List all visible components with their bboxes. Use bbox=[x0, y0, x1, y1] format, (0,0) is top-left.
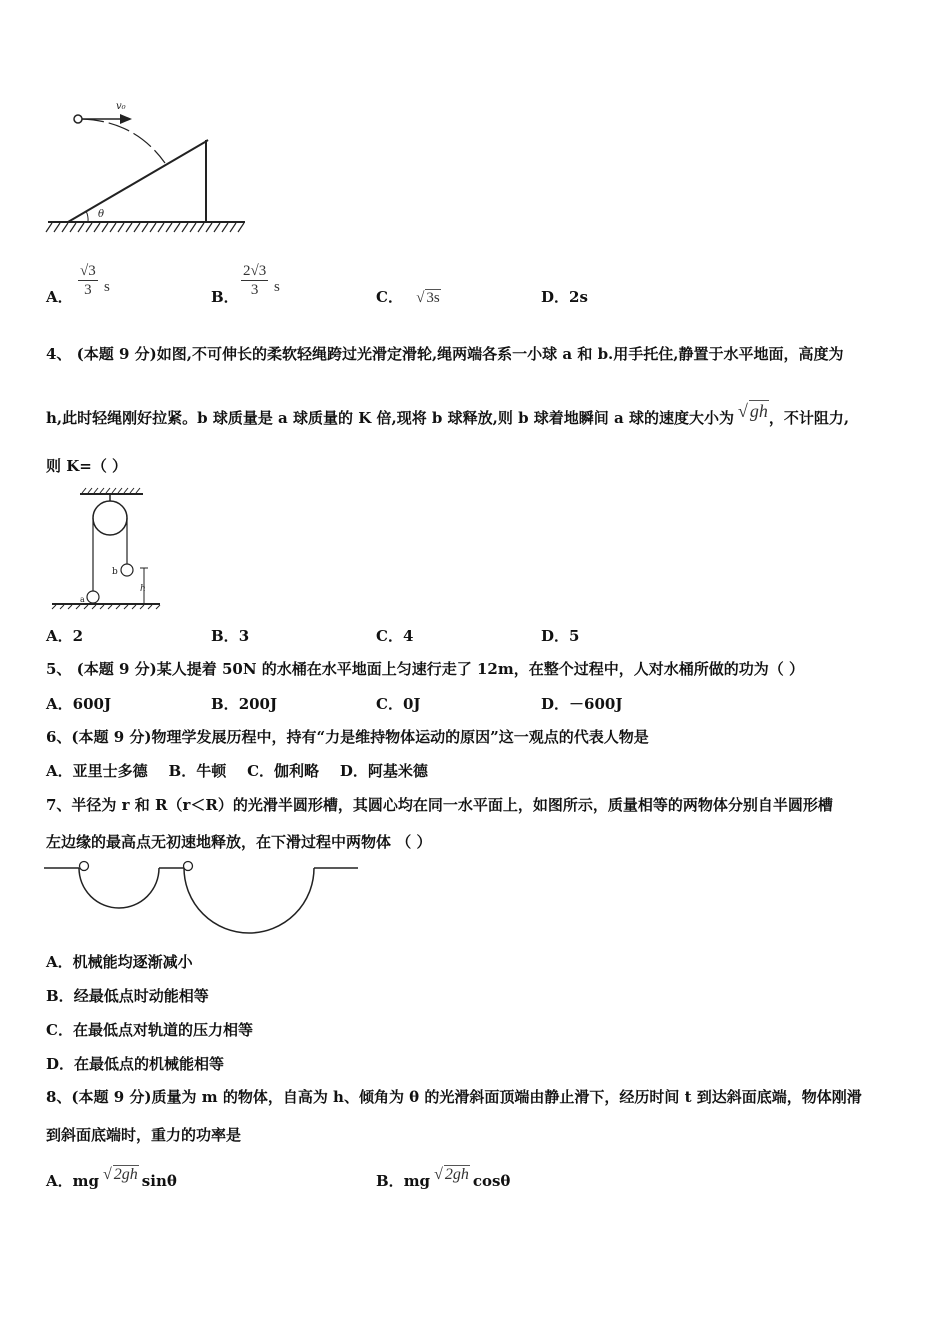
q4-option-a[interactable]: A．2 bbox=[46, 627, 84, 645]
angle-arc bbox=[86, 211, 88, 222]
ball-a-label: a bbox=[80, 595, 85, 604]
small-groove bbox=[79, 868, 159, 908]
q4-option-b[interactable]: B．3 bbox=[211, 627, 250, 645]
q5-option-d[interactable]: D．－600J bbox=[541, 695, 623, 713]
fraction: $\frac{√3}{3}$ bbox=[80, 263, 96, 298]
q3-incline-figure bbox=[40, 95, 255, 240]
q3-option-c[interactable]: C． √ 3s bbox=[376, 288, 440, 306]
q7-option-a[interactable]: A．机械能均逐渐减小 bbox=[46, 953, 193, 971]
incline-slope bbox=[68, 142, 205, 222]
large-object bbox=[184, 862, 193, 871]
q7-semicircle-figure bbox=[44, 858, 362, 938]
q7-stem-line1: 7、半径为 r 和 R（r＜R）的光滑半圆形槽，其圆心均在同一水平面上，如图所示，质量相等的两物体分别自半圆形槽 bbox=[46, 796, 833, 814]
sqrt-gh: √ gh bbox=[737, 401, 768, 421]
ball-a bbox=[87, 591, 99, 603]
q3-option-d[interactable]: D．2s bbox=[541, 288, 588, 306]
trajectory bbox=[82, 119, 165, 163]
theta-label: θ bbox=[98, 209, 105, 220]
ground-hatching bbox=[46, 223, 244, 232]
ball bbox=[74, 115, 82, 123]
fraction: $\frac{2√3}{3}$ bbox=[243, 263, 267, 298]
ball-b-label: b bbox=[112, 567, 118, 577]
sqrt-2gh: √ 2gh bbox=[434, 1166, 469, 1183]
height-label: h bbox=[140, 584, 146, 594]
q5-option-c[interactable]: C．0J bbox=[376, 695, 421, 713]
q8-stem-line2: 到斜面底端时，重力的功率是 bbox=[46, 1126, 242, 1144]
small-object bbox=[80, 862, 89, 871]
q7-option-b[interactable]: B．经最低点时动能相等 bbox=[46, 987, 209, 1005]
q7-stem-line2: 左边缘的最高点无初速地释放，在下滑过程中两物体 （ ） bbox=[46, 833, 432, 851]
q7-option-d[interactable]: D．在最低点的机械能相等 bbox=[46, 1055, 225, 1073]
velocity-label: v₀ bbox=[116, 101, 126, 112]
q4-stem-line1: 4、 (本题 9 分)如图,不可伸长的柔软轻绳跨过光滑定滑轮,绳两端各系一小球 a 和 b.用手托住,静置于水平地面，高度为 bbox=[46, 345, 844, 363]
q4-option-c[interactable]: C．4 bbox=[376, 627, 414, 645]
q6-options[interactable]: A．亚里士多德 B．牛顿 C．伽利略 D．阿基米德 bbox=[46, 762, 428, 780]
ball-b bbox=[121, 564, 133, 576]
q8-option-b[interactable]: B．mg √ 2gh cosθ bbox=[376, 1166, 511, 1190]
pulley-wheel bbox=[93, 501, 127, 535]
q5-option-b[interactable]: B．200J bbox=[211, 695, 278, 713]
q5-stem: 5、 (本题 9 分)某人提着 50N 的水桶在水平地面上匀速行走了 12m，在整个过程中，人对水桶所做的功为（ ） bbox=[46, 660, 804, 678]
q8-option-a[interactable]: A．mg √ 2gh sinθ bbox=[46, 1166, 177, 1190]
q4-stem-line2: h,此时轻绳刚好拉紧。b 球质量是 a 球质量的 K 倍,现将 b 球释放,则 b 球着地瞬间 a 球的速度大小为 √ gh，不计阻力, bbox=[46, 401, 850, 427]
q5-option-a[interactable]: A．600J bbox=[46, 695, 112, 713]
q8-stem-line1: 8、(本题 9 分)质量为 m 的物体，自高为 h、倾角为 θ 的光滑斜面顶端由静止滑下，经历时间 t 到达斜面底端，物体刚滑 bbox=[46, 1088, 862, 1106]
large-groove bbox=[184, 868, 314, 933]
q4-stem-line3: 则 K=（ ） bbox=[46, 457, 128, 475]
sqrt-expression: √ 3s bbox=[416, 290, 440, 306]
q4-option-d[interactable]: D．5 bbox=[541, 627, 580, 645]
q7-option-c[interactable]: C．在最低点对轨道的压力相等 bbox=[46, 1021, 253, 1039]
sqrt-2gh: √ 2gh bbox=[103, 1166, 138, 1183]
q6-stem: 6、(本题 9 分)物理学发展历程中，持有“力是维持物体运动的原因”这一观点的代表人物是 bbox=[46, 728, 649, 746]
q4-pulley-figure bbox=[48, 486, 168, 608]
